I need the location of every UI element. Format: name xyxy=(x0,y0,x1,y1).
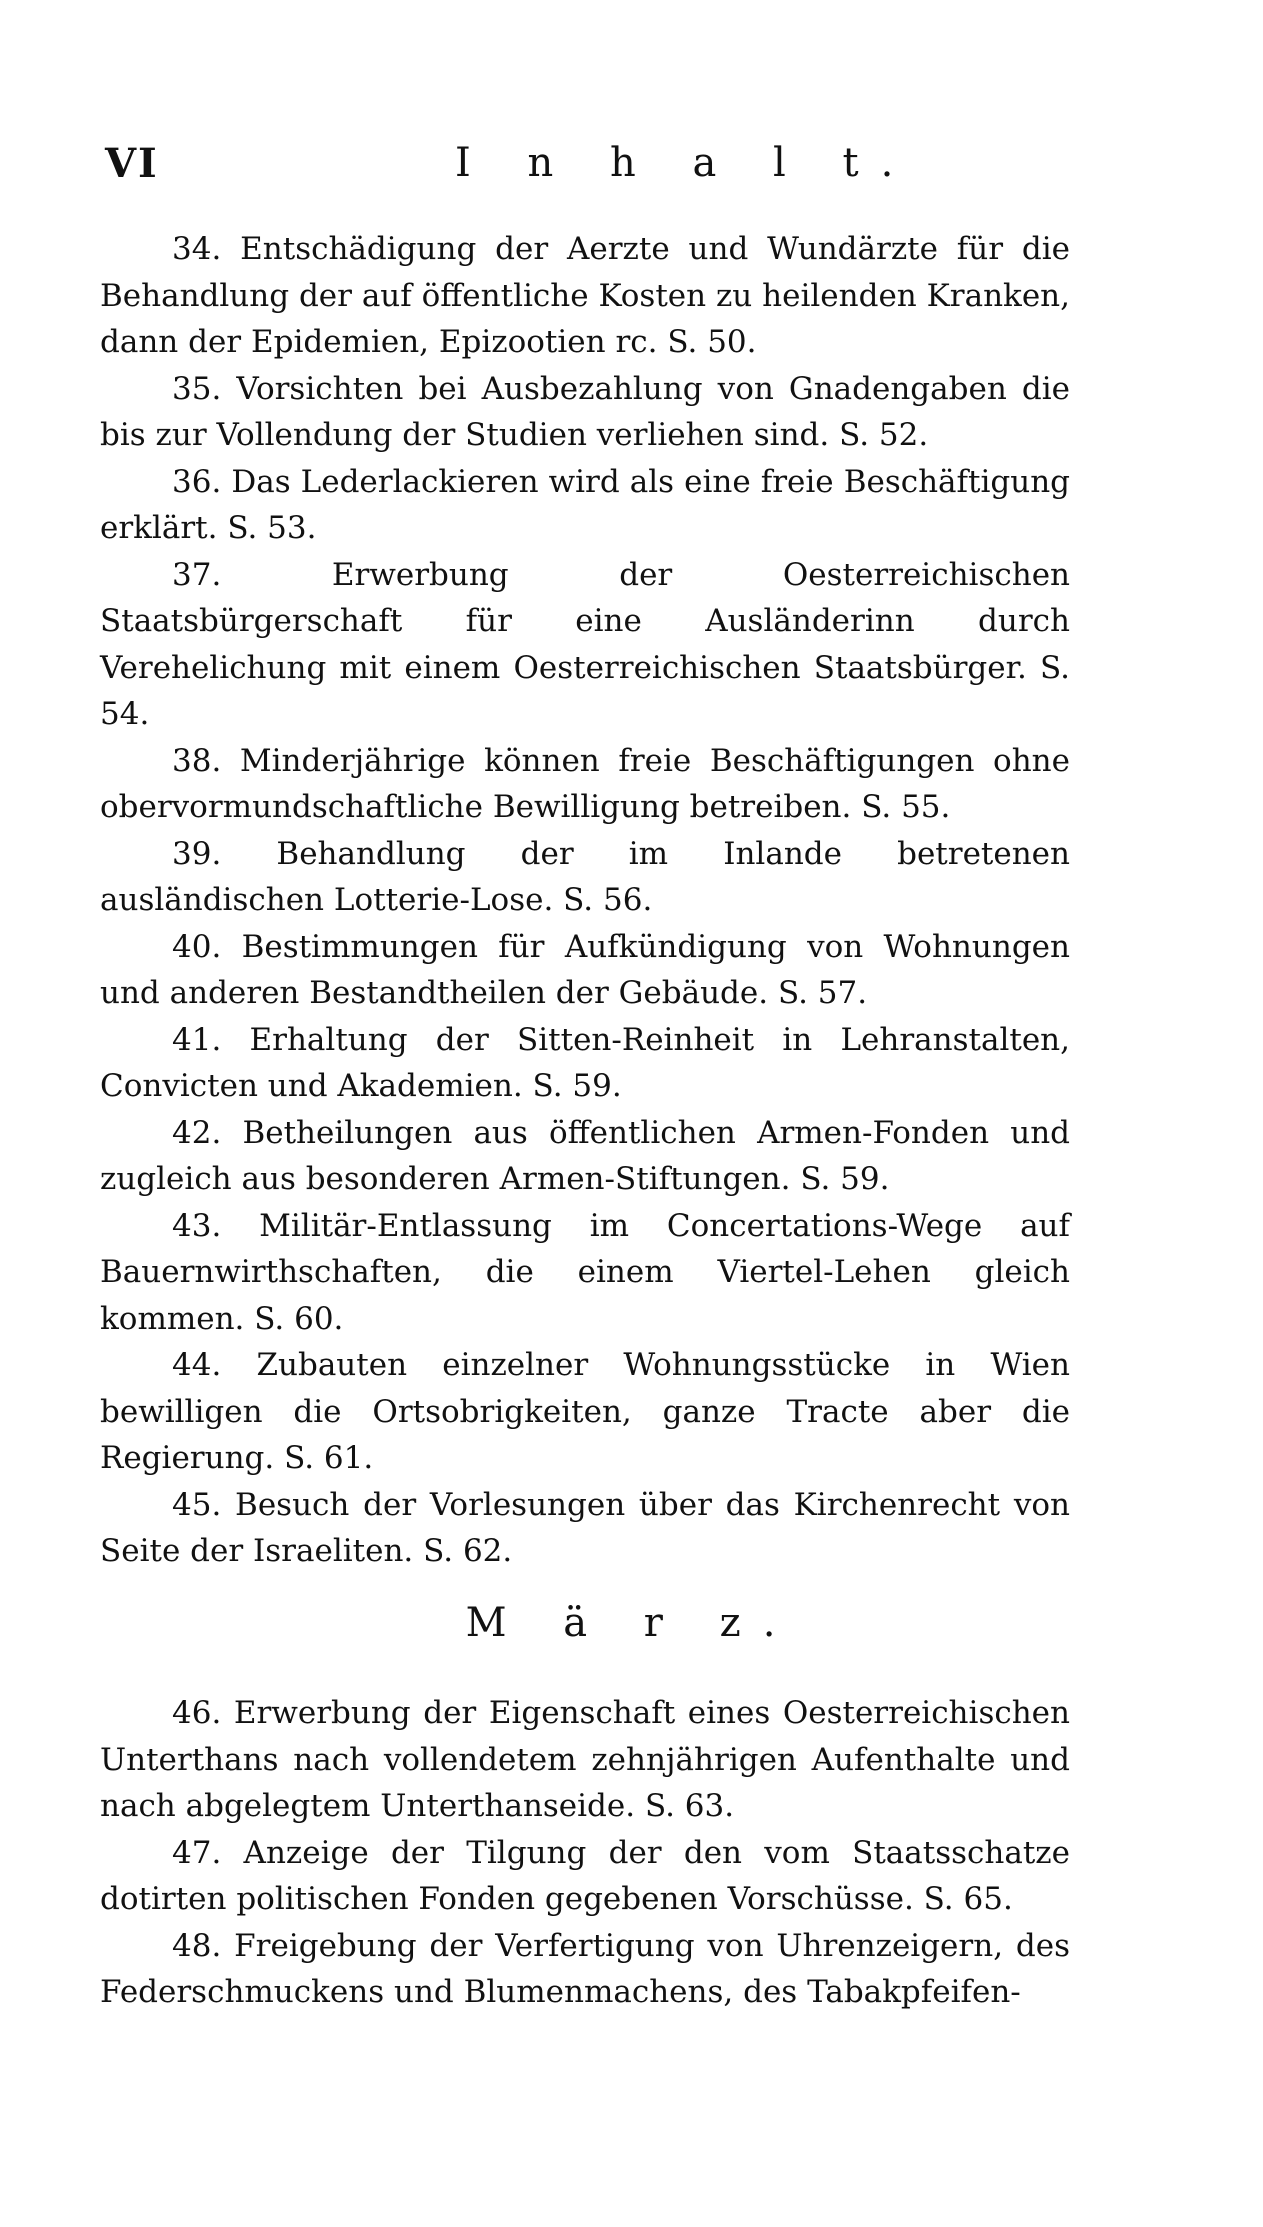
toc-entry-39: 39. Behandlung der im Inlande betretenen ausländischen Lotterie-Lose. S. 56. xyxy=(100,835,1070,918)
toc-entry-45: 45. Besuch der Vorlesungen über das Kirchenrecht von Seite der Israeliten. S. 62. xyxy=(100,1486,1070,1569)
toc-entry-44: 44. Zubauten einzelner Wohnungsstücke in Wien bewilligen die Ortsobrigkeiten, ganze Tracte aber die Regierung. S. 61. xyxy=(100,1347,1070,1476)
page-title: I n h a l t. xyxy=(455,140,916,186)
page-header xyxy=(105,140,1105,200)
toc-entry-40: 40. Bestimmungen für Aufkündigung von Wohnungen und anderen Bestandtheilen der Gebäude. S. 57. xyxy=(100,928,1070,1011)
toc-entry-35: 35. Vorsichten bei Ausbezahlung von Gnadengaben die bis zur Vollendung der Studien verliehen sind. S. 52. xyxy=(100,370,1070,453)
month-heading: M ä r z. xyxy=(465,1600,798,1646)
page-number: VI xyxy=(105,140,159,187)
toc-entry-38: 38. Minderjährige können freie Beschäftigungen ohne obervormundschaftliche Bewilligung betreiben. S. 55. xyxy=(100,742,1070,825)
toc-entry-47: 47. Anzeige der Tilgung der den vom Staatsschatze dotirten politischen Fonden gegebenen Vorschüsse. S. 65. xyxy=(100,1834,1070,1917)
table-of-contents-entries-march xyxy=(100,1690,1070,2016)
toc-entry-48: 48. Freigebung der Verfertigung von Uhrenzeigern, des Federschmuckens und Blumenmachens, des Tabakpfeifen- xyxy=(100,1927,1070,2010)
toc-entry-36: 36. Das Lederlackieren wird als eine freie Beschäftigung erklärt. S. 53. xyxy=(100,463,1070,546)
table-of-contents-entries xyxy=(100,226,1070,1575)
toc-entry-43: 43. Militär-Entlassung im Concertations-Wege auf Bauernwirthschaften, die einem Viertel-Lehen gleich kommen. S. 60. xyxy=(100,1207,1070,1337)
toc-entry-46: 46. Erwerbung der Eigenschaft eines Oesterreichischen Unterthans nach vollendetem zehnjährigen Aufenthalte und nach abgelegtem Unterthanseide. S. 63. xyxy=(100,1695,1070,1824)
toc-entry-37: 37. Erwerbung der Oesterreichischen Staatsbürgerschaft für eine Ausländerinn durch Verehelichung mit einem Oesterreichischen Staatsbürger. S. 54. xyxy=(100,556,1070,732)
toc-entry-42: 42. Betheilungen aus öffentlichen Armen-Fonden und zugleich aus besonderen Armen-Stiftungen. S. 59. xyxy=(100,1114,1070,1197)
toc-entry-34: 34. Entschädigung der Aerzte und Wundärzte für die Behandlung der auf öffentliche Kosten zu heilenden Kranken, dann der Epidemien, Epizootien rc. S. 50. xyxy=(100,231,1070,360)
toc-entry-41: 41. Erhaltung der Sitten-Reinheit in Lehranstalten, Convicten und Akademien. S. 59. xyxy=(100,1021,1070,1104)
